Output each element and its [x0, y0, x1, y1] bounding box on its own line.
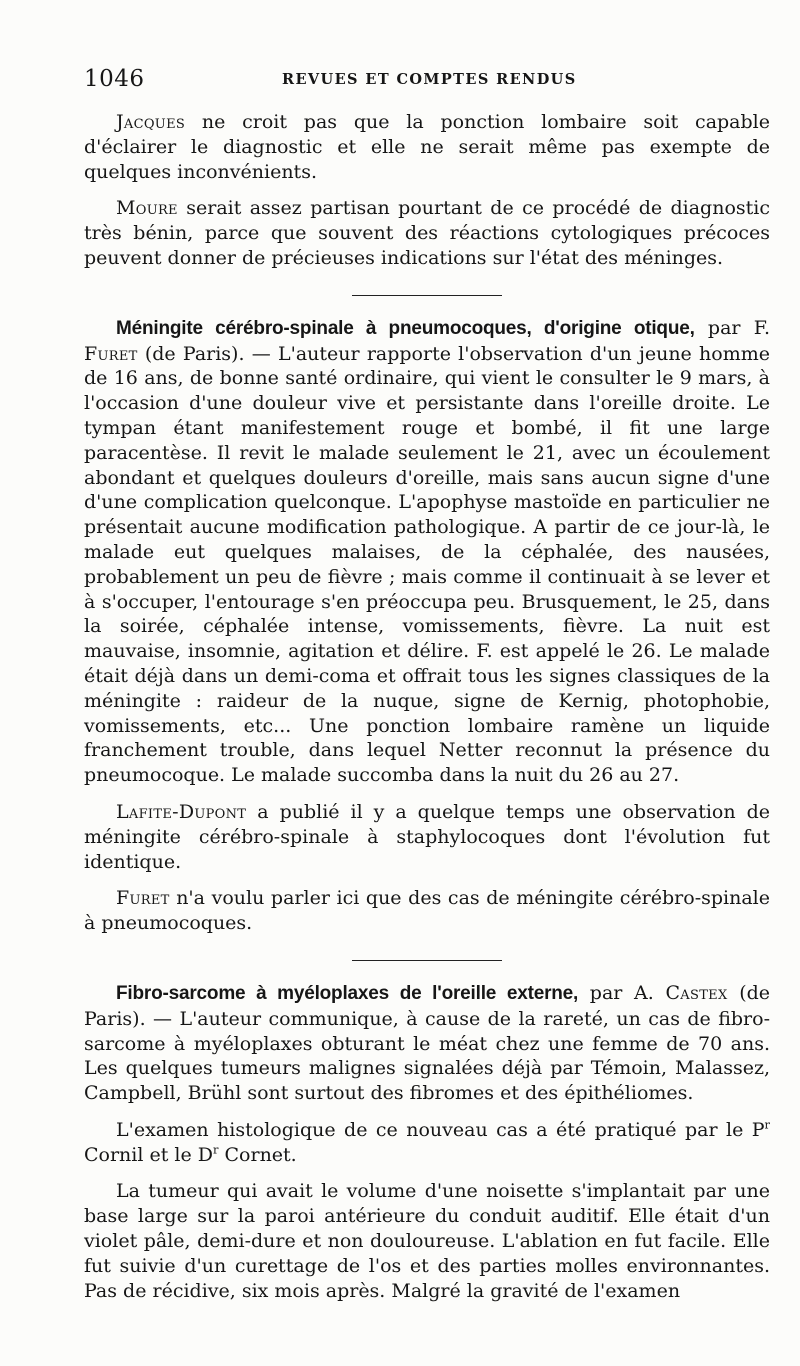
- author-name: Lafite-Dupont: [116, 800, 247, 823]
- section-title: Fibro-sarcome à myéloplaxes de l'oreille externe,: [116, 982, 579, 1004]
- superscript: r: [213, 1142, 219, 1157]
- paragraph-tumeur: [84, 1179, 770, 1303]
- paragraph-text: Cornet.: [218, 1143, 297, 1166]
- section-meningite: [84, 316, 770, 788]
- section-text: (de Paris). — L'auteur communique, à cause de la rareté, un cas de fibro-sarcome à myéloplaxes obturant le méat chez une femme de 70 ans. Les quelques tumeurs malignes signalées déjà par Témoin, Malassez, Campbell, Brühl sont surtout des fibromes et des épithéliomes.: [84, 981, 771, 1105]
- paragraph-text: L'examen histologique de ce nouveau cas a été pratiqué par le P: [116, 1118, 765, 1141]
- paragraph-text: a publié il y a quelque temps une observation de méningite cérébro-spinale à staphylocoques dont l'évolution fut identique.: [84, 800, 770, 873]
- author-name: Furet: [116, 887, 170, 910]
- paragraph-furet: [84, 886, 770, 936]
- section-title: Méningite cérébro-spinale à pneumocoques, d'origine otique,: [116, 317, 695, 339]
- page-number: 1046: [84, 66, 145, 92]
- author-name: Jacques: [116, 111, 186, 133]
- section-divider: [352, 295, 502, 296]
- section-fibro-sarcome: [84, 981, 770, 1106]
- section-text: (de Paris). — L'auteur rapporte l'observation d'un jeune homme de 16 ans, de bonne santé ordinaire, qui vient le consulter le 9 mars, à l'occasion d'une douleur vive et persistante dans l'oreille droite. Le tympan étant manifestement rouge et bombé, il fit une large paracentèse. Il revit le malade seulement le 21, avec un écoulement abondant et quelques douleurs d'oreille, mais sans aucun signe d'une d'une complication quelconque. L'apophyse mastoïde en particulier ne présentait aucune modification pathologique. A partir de ce jour-là, le malade eut quelques malaises, de la céphalée, des nausées, probablement un peu de fièvre ; mais comme il continuait à se lever et à s'occuper, l'entourage s'en préoccupa peu. Brusquement, le 25, dans la soirée, céphalée intense, vomissements, fièvre. La nuit est mauvaise, insomnie, agitation et délire. F. est appelé le 26. Le malade était déjà dans un demi-coma et offrait tous les signes classiques de la méningite : raideur de la nuque, signe de Kernig, photophobie, vomissements, etc... Une ponction lombaire ramène un liquide franchement trouble, dans lequel Netter reconnut la présence du pneumocoque. Le malade succomba dans la nuit du 26 au 27.: [84, 342, 770, 787]
- paragraph-text: n'a voulu parler ici que des cas de méningite cérébro-spinale à pneumocoques.: [84, 887, 770, 935]
- byline-prefix: par A.: [578, 981, 666, 1004]
- page-header: [84, 66, 764, 98]
- author-name: Furet: [84, 342, 138, 365]
- page-body: [84, 110, 770, 1315]
- paragraph-text: Cornil et le D: [84, 1143, 214, 1166]
- author-name: Castex: [665, 981, 728, 1004]
- paragraph-lafite-dupont: [84, 800, 770, 874]
- section-divider: [352, 960, 502, 961]
- paragraph-jacques: [84, 110, 770, 184]
- paragraph-examen: [84, 1118, 770, 1168]
- paragraph-text: serait assez partisan pourtant de ce procédé de diagnostic très bénin, parce que souvent des réactions cytologiques précoces peuvent donner de précieuses indications sur l'état des méninges.: [84, 197, 770, 269]
- paragraph-moure: [84, 196, 770, 270]
- paragraph-text: La tumeur qui avait le volume d'une noisette s'implantait par une base large sur la paroi antérieure du conduit auditif. Elle était d'un violet pâle, demi-dure et non douloureuse. L'ablation en fut facile. Elle fut suivie d'un curettage de l'os et des parties molles environnantes. Pas de récidive, six mois après. Malgré la gravité de l'examen: [84, 1180, 770, 1302]
- author-name: Moure: [116, 197, 178, 220]
- paragraph-text: ne croit pas que la ponction lombaire soit capable d'éclairer le diagnostic et elle ne serait même pas exempte de quelques inconvénients.: [84, 111, 770, 183]
- superscript: r: [764, 1117, 770, 1132]
- byline-prefix: par F.: [694, 316, 770, 339]
- running-title: REVUES ET COMPTES RENDUS: [282, 71, 577, 88]
